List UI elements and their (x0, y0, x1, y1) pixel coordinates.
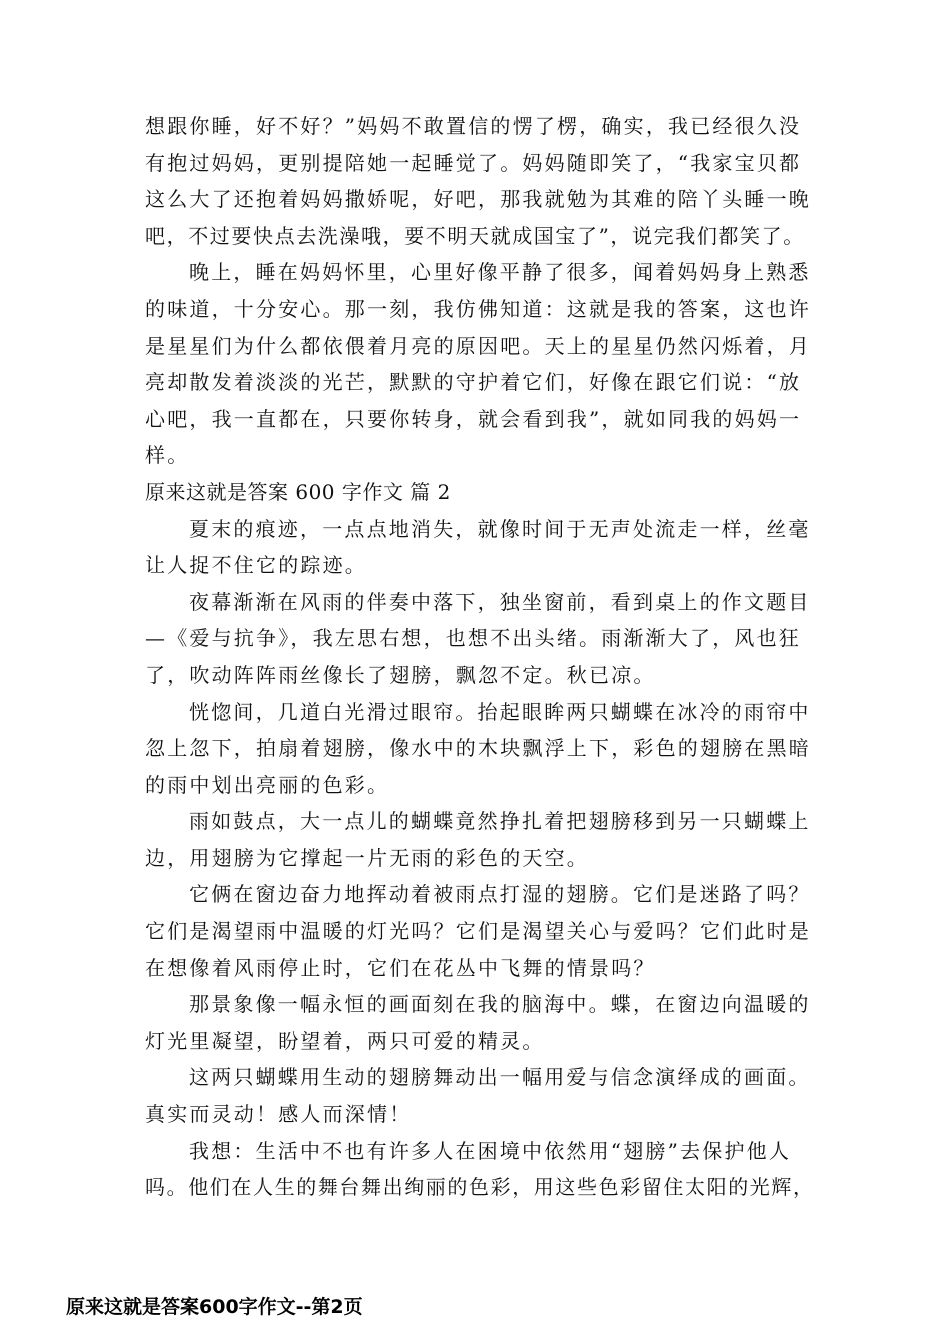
text-line: 的味道，十分安心。那一刻，我仿佛知道：这就是我的答案，这也许 (145, 296, 811, 321)
text-line: 心吧，我一直都在，只要你转身，就会看到我”，就如同我的妈妈一 (145, 406, 802, 431)
text-line: 在想像着风雨停止时，它们在花丛中飞舞的情景吗？ (145, 955, 656, 980)
paragraph-start-line: 夏末的痕迹，一点点地消失，就像时间于无声处流走一样，丝毫 (189, 516, 811, 541)
text-line: 让人捉不住它的踪迹。 (145, 553, 367, 578)
section-heading: 原来这就是答案 600 字作文 篇 2 (145, 479, 451, 504)
page-footer: 原来这就是答案600字作文--第2页 (66, 1296, 363, 1318)
text-line: 了，吹动阵阵雨丝像长了翅膀，飘忽不定。秋已凉。 (145, 662, 656, 687)
paragraph-start-line: 雨如鼓点，大一点儿的蝴蝶竟然挣扎着把翅膀移到另一只蝴蝶上 (189, 809, 811, 834)
paragraph-start-line: 我想：生活中不也有许多人在困境中依然用“翅膀”去保护他人 (189, 1138, 792, 1163)
paragraph-start-line: 夜幕渐渐在风雨的伴奏中落下，独坐窗前，看到桌上的作文题目 (189, 589, 811, 614)
text-line: 样。 (145, 443, 190, 468)
text-line: 忽上忽下，拍扇着翅膀，像水中的木块飘浮上下，彩色的翅膀在黑暗 (145, 736, 811, 761)
text-line: 想跟你睡，好不好？”妈妈不敢置信的愣了楞，确实，我已经很久没 (145, 114, 802, 138)
paragraph-start-line: 这两只蝴蝶用生动的翅膀舞动出一幅用爱与信念演绎成的画面。 (189, 1065, 811, 1090)
text-line: 灯光里凝望，盼望着，两只可爱的精灵。 (145, 1028, 545, 1053)
paragraph-start-line: 晚上，睡在妈妈怀里，心里好像平静了很多，闻着妈妈身上熟悉 (189, 260, 811, 285)
paragraph-start-line: 它俩在窗边奋力地挥动着被雨点打湿的翅膀。它们是迷路了吗？ (189, 882, 811, 907)
text-line: 这么大了还抱着妈妈撒娇呢，好吧，那我就勉为其难的陪丫头睡一晚 (145, 187, 811, 212)
text-line: 吗。他们在人生的舞台舞出绚丽的色彩，用这些色彩留住太阳的光辉， (145, 1175, 815, 1200)
text-line: 吧，不过要快点去洗澡哦，要不明天就成国宝了”，说完我们都笑了。 (145, 223, 805, 248)
text-line: 亮却散发着淡淡的光芒，默默的守护着它们，好像在跟它们说：“放 (145, 370, 802, 395)
text-line: 它们是渴望雨中温暖的灯光吗？它们是渴望关心与爱吗？它们此时是 (145, 919, 811, 944)
paragraph-start-line: 那景象像一幅永恒的画面刻在我的脑海中。蝶，在窗边向温暖的 (189, 992, 811, 1017)
text-line: 的雨中划出亮丽的色彩。 (145, 772, 390, 797)
paragraph-start-line: 恍惚间，几道白光滑过眼帘。抬起眼眸两只蝴蝶在冰冷的雨帘中 (189, 699, 811, 724)
text-line: —《爱与抗争》，我左思右想，也想不出头绪。雨渐渐大了，风也狂 (145, 626, 801, 651)
text-line: 是星星们为什么都依偎着月亮的原因吧。天上的星星仍然闪烁着，月 (145, 333, 811, 358)
text-line: 真实而灵动！感人而深情！ (145, 1102, 412, 1127)
text-line: 边，用翅膀为它撑起一片无雨的彩色的天空。 (145, 845, 589, 870)
document-body (145, 108, 815, 1206)
text-line: 有抱过妈妈，更别提陪她一起睡觉了。妈妈随即笑了，“我家宝贝都 (145, 150, 802, 175)
